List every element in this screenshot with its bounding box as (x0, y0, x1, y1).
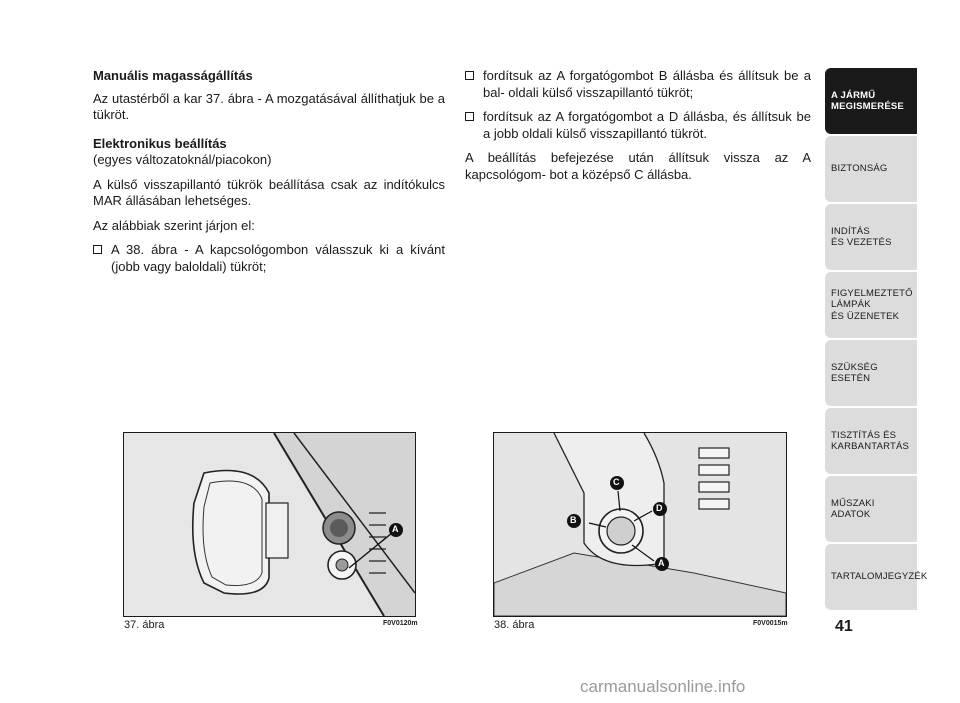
callout-d-label: D (656, 503, 663, 513)
figure-38-image (493, 432, 787, 617)
figure-37-code: F0V0120m (383, 620, 418, 627)
callout-a-label: A (658, 558, 665, 568)
para-reset: A beállítás befejezése után állítsuk vissza az A kapcsológom- bot a középső C állásba. (465, 150, 811, 182)
left-column (93, 68, 445, 283)
list-item (465, 68, 811, 101)
watermark-text: carmanualsonline.info (580, 677, 746, 696)
bullet-text: fordítsuk az A forgatógombot a D állásba, és állítsuk be a jobb oldali külső visszapillantó tükröt. (483, 109, 811, 141)
tab-maintenance[interactable]: TISZTÍTÁS ÉS KARBANTARTÁS (825, 408, 917, 474)
bullet-text: fordítsuk az A forgatógombot B állásba és állítsuk be a bal- oldali külső visszapillantó tükröt; (483, 68, 811, 100)
chapter-sidebar (825, 68, 928, 612)
page-number: 41 (835, 618, 853, 635)
figure-38-code: F0V0015m (753, 620, 788, 627)
bullet-text: A 38. ábra - A kapcsológombon válasszuk ki a kívánt (jobb vagy baloldali) tükröt; (111, 242, 445, 274)
callout-a-label: A (392, 524, 399, 534)
tab-warning-lights[interactable]: FIGYELMEZTETŐ LÁMPÁK ÉS ÜZENETEK (825, 272, 917, 338)
callout-c-label: C (613, 477, 620, 487)
tab-technical-data[interactable]: MŰSZAKI ADATOK (825, 476, 917, 542)
checkbox-bullet-icon (93, 245, 102, 254)
heading-electronic-adjust: Elektronikus beállítás (93, 135, 227, 151)
figure-37-caption: 37. ábra (124, 619, 165, 631)
right-column (465, 68, 811, 191)
figure-37-image (123, 432, 416, 617)
para-key-position: A külső visszapillantó tükrök beállítása csak az indítókulcs MAR állásában lehetséges. (93, 176, 445, 208)
note-variants: (egyes változatoknál/piacokon) (93, 152, 272, 167)
figure-38-caption: 38. ábra (494, 619, 535, 631)
tab-starting-driving[interactable]: INDÍTÁS ÉS VEZETÉS (825, 204, 917, 270)
tab-emergency[interactable]: SZÜKSÉG ESETÉN (825, 340, 917, 406)
list-item (465, 109, 811, 142)
callout-b-label: B (570, 515, 577, 525)
checkbox-bullet-icon (465, 112, 474, 121)
para-manual-adjust: Az utastérből a kar 37. ábra - A mozgatásával állíthatjuk be a tükröt. (93, 90, 445, 122)
switch-illustration (494, 433, 786, 616)
tab-safety[interactable]: BIZTONSÁG (825, 136, 917, 202)
tab-index[interactable]: TARTALOMJEGYZÉK (825, 544, 917, 610)
tab-vehicle-overview[interactable]: A JÁRMŰ MEGISMERÉSE (825, 68, 917, 134)
mirror-illustration (124, 433, 415, 616)
checkbox-bullet-icon (465, 71, 474, 80)
para-steps-intro: Az alábbiak szerint járjon el: (93, 217, 255, 233)
list-item (93, 242, 445, 275)
heading-manual-adjust: Manuális magasságállítás (93, 68, 253, 83)
